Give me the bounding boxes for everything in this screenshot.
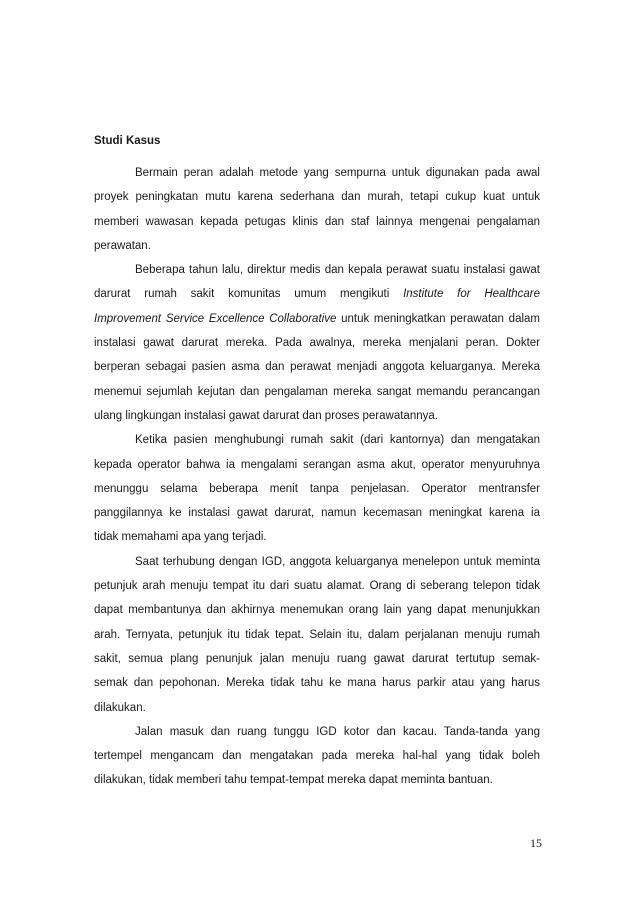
paragraph-line: berperan sebagai pasien asma dan perawat menjadi anggota keluarganya. Mereka: [94, 361, 540, 374]
paragraph-2: [94, 258, 540, 428]
paragraph-line: [94, 307, 540, 331]
paragraph-line: tertempel mengancam dan mengatakan pada mereka hal-hal yang tidak boleh: [94, 750, 540, 763]
paragraph-line: menunggu selama beberapa menit tanpa penjelasan. Operator mentransfer: [94, 482, 540, 495]
paragraph-1: [94, 161, 540, 258]
italic-institute-name: Institute for Healthcare: [403, 288, 540, 301]
paragraph-line: Beberapa tahun lalu, direktur medis dan kepala perawat suatu instalasi gawat: [135, 264, 540, 277]
paragraph-line: dilakukan, tidak memberi tahu tempat-tempat mereka dapat meminta bantuan.: [94, 774, 493, 787]
line-text: untuk meningkatkan perawatan dalam: [336, 312, 540, 325]
paragraph-line: semak dan pepohonan. Mereka tidak tahu ke mana harus parkir atau yang harus: [94, 677, 540, 690]
paragraph-line: proyek peningkatan mutu karena sederhana dan murah, tetapi cukup kuat untuk: [94, 191, 540, 204]
paragraph-line: arah. Ternyata, petunjuk itu tidak tepat. Selain itu, dalam perjalanan menuju rumah: [94, 628, 540, 641]
paragraph-line: [94, 282, 540, 306]
paragraph-line: memberi wawasan kepada petugas klinis dan staf lainnya mengenai pengalaman: [94, 215, 540, 228]
paragraph-line: Jalan masuk dan ruang tunggu IGD kotor dan kacau. Tanda-tanda yang: [135, 725, 540, 738]
paragraph-5: [94, 720, 540, 793]
paragraph-line: petunjuk arah menuju tempat itu dari suatu alamat. Orang di seberang telepon tidak: [94, 580, 540, 593]
paragraph-line: sakit, semua plang penunjuk jalan menuju ruang gawat darurat tertutup semak-: [94, 652, 540, 665]
paragraph-line: perawatan.: [94, 239, 151, 252]
paragraph-line: kepada operator bahwa ia mengalami serangan asma akut, operator menyuruhnya: [94, 458, 540, 471]
page-number: 15: [530, 836, 542, 850]
paragraph-line: Bermain peran adalah metode yang sempurna untuk digunakan pada awal: [135, 167, 540, 179]
paragraph-line: ulang lingkungan instalasi gawat darurat dan proses perawatannya.: [94, 409, 438, 422]
paragraph-line: dilakukan.: [94, 701, 146, 714]
paragraph-line: menemui sejumlah kejutan dan pengalaman mereka sangat memandu perancangan: [94, 385, 540, 398]
paragraph-line: tidak memahami apa yang terjadi.: [94, 531, 267, 544]
page-content: [94, 134, 540, 793]
italic-collaborative-name: Improvement Service Excellence Collaborative: [94, 312, 337, 325]
paragraph-line: panggilannya ke instalasi gawat darurat, namun kecemasan meningkat karena ia: [94, 507, 540, 520]
paragraph-line: instalasi gawat darurat mereka. Pada awalnya, mereka menjalani peran. Dokter: [94, 337, 540, 350]
paragraph-line: Saat terhubung dengan IGD, anggota keluarganya menelepon untuk meminta: [135, 555, 540, 568]
line-text: darurat rumah sakit komunitas umum mengikuti: [94, 288, 390, 301]
paragraph-3: [94, 428, 540, 549]
paragraph-line: dapat membantunya dan akhirnya menemukan orang lain yang dapat menunjukkan: [94, 604, 540, 617]
section-heading: Studi Kasus: [94, 135, 161, 147]
paragraph-4: [94, 550, 540, 720]
paragraph-line: Ketika pasien menghubungi rumah sakit (dari kantornya) dan mengatakan: [135, 434, 540, 447]
